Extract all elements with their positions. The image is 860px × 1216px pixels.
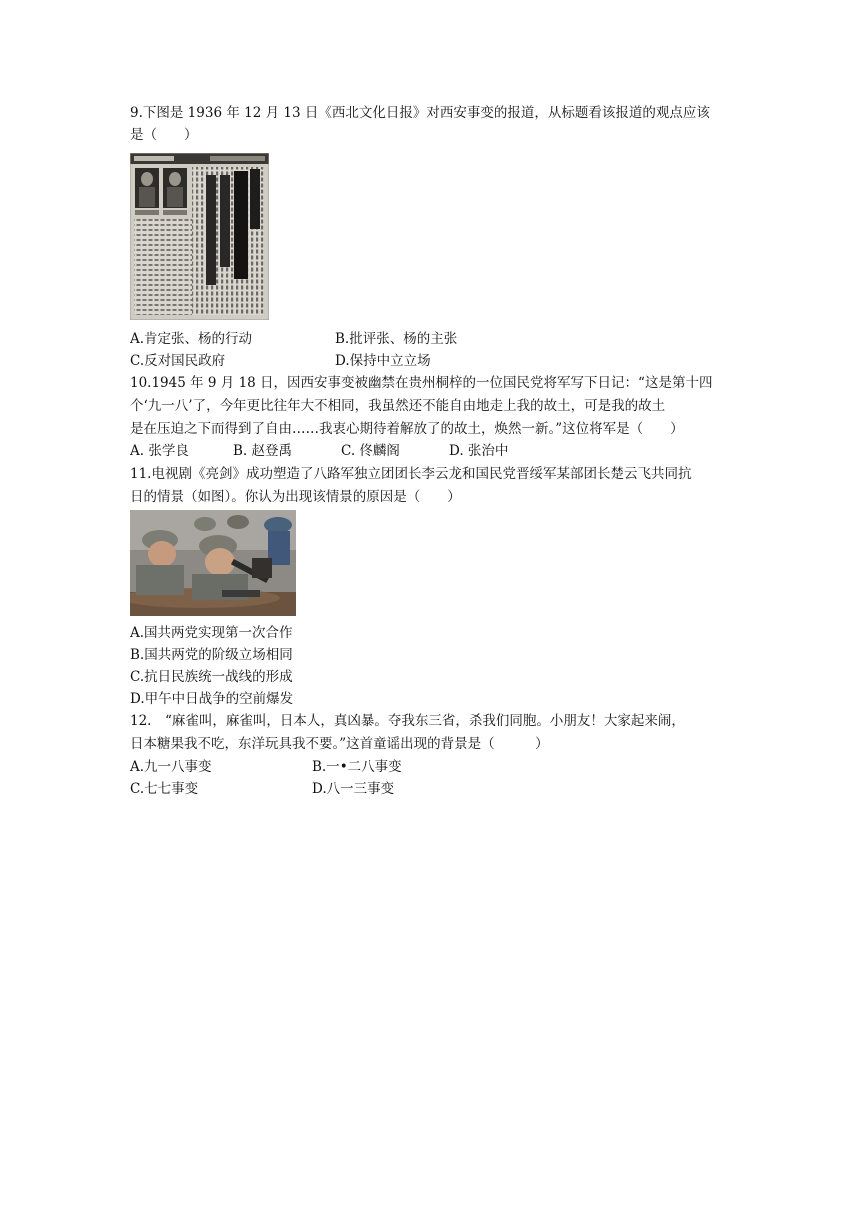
- q12-option-b: B.一•二八事变: [312, 759, 402, 775]
- q10-stem-line1: 10.1945 年 9 月 18 日，因西安事变被幽禁在贵州桐梓的一位国民党将军写下日记：“这是第十四: [130, 375, 713, 391]
- q10-option-b: B. 赵登禹: [233, 443, 293, 459]
- q9-option-a: A.肯定张、杨的行动: [130, 331, 253, 347]
- q9-option-c: C.反对国民政府: [130, 353, 226, 369]
- q10-option-a: A. 张学良: [130, 443, 189, 459]
- q12-option-d: D.八一三事变: [312, 781, 395, 797]
- q9-option-d: D.保持中立立场: [335, 353, 431, 369]
- q11-stem-line1: 11.电视剧《亮剑》成功塑造了八路军独立团团长李云龙和国民党晋绥军某部团长楚云飞共同抗: [130, 466, 692, 482]
- q12-option-c: C.七七事变: [130, 781, 199, 797]
- q9-stem-line1: 9.下图是 1936 年 12 月 13 日《西北文化日报》对西安事变的报道，从标题看该报道的观点应该: [130, 105, 710, 121]
- q12-stem-line2: 日本糖果我不吃，东洋玩具我不要。”这首童谣出现的背景是（ ）: [130, 736, 549, 752]
- q11-option-b: B.国共两党的阶级立场相同: [130, 647, 293, 663]
- q11-stem-line2: 日的情景（如图）。你认为出现该情景的原因是（ ）: [130, 489, 461, 505]
- drama-still-image: [130, 510, 296, 616]
- q11-option-a: A.国共两党实现第一次合作: [130, 625, 293, 641]
- q12-stem-line1: 12. “麻雀叫，麻雀叫，日本人，真凶暴。夺我东三省，杀我们同胞。小朋友！大家起来闹，: [130, 713, 685, 729]
- q10-stem-line3: 是在压迫之下而得到了自由……我衷心期待着解放了的故土，焕然一新。”这位将军是（ ）: [130, 421, 684, 437]
- q9-stem-line2: 是（ ）: [130, 127, 198, 143]
- q10-option-c: C. 佟麟阁: [341, 443, 400, 459]
- newspaper-image: [130, 153, 269, 320]
- q11-option-c: C.抗日民族统一战线的形成: [130, 669, 293, 685]
- q9-option-b: B.批评张、杨的主张: [335, 331, 458, 347]
- q10-option-d: D. 张治中: [449, 443, 509, 459]
- q10-stem-line2: 个‘九一八’了，今年更比往年大不相同，我虽然还不能自由地走上我的故土，可是我的故土: [130, 398, 666, 414]
- q11-option-d: D.甲午中日战争的空前爆发: [130, 691, 294, 707]
- q12-option-a: A.九一八事变: [130, 759, 212, 775]
